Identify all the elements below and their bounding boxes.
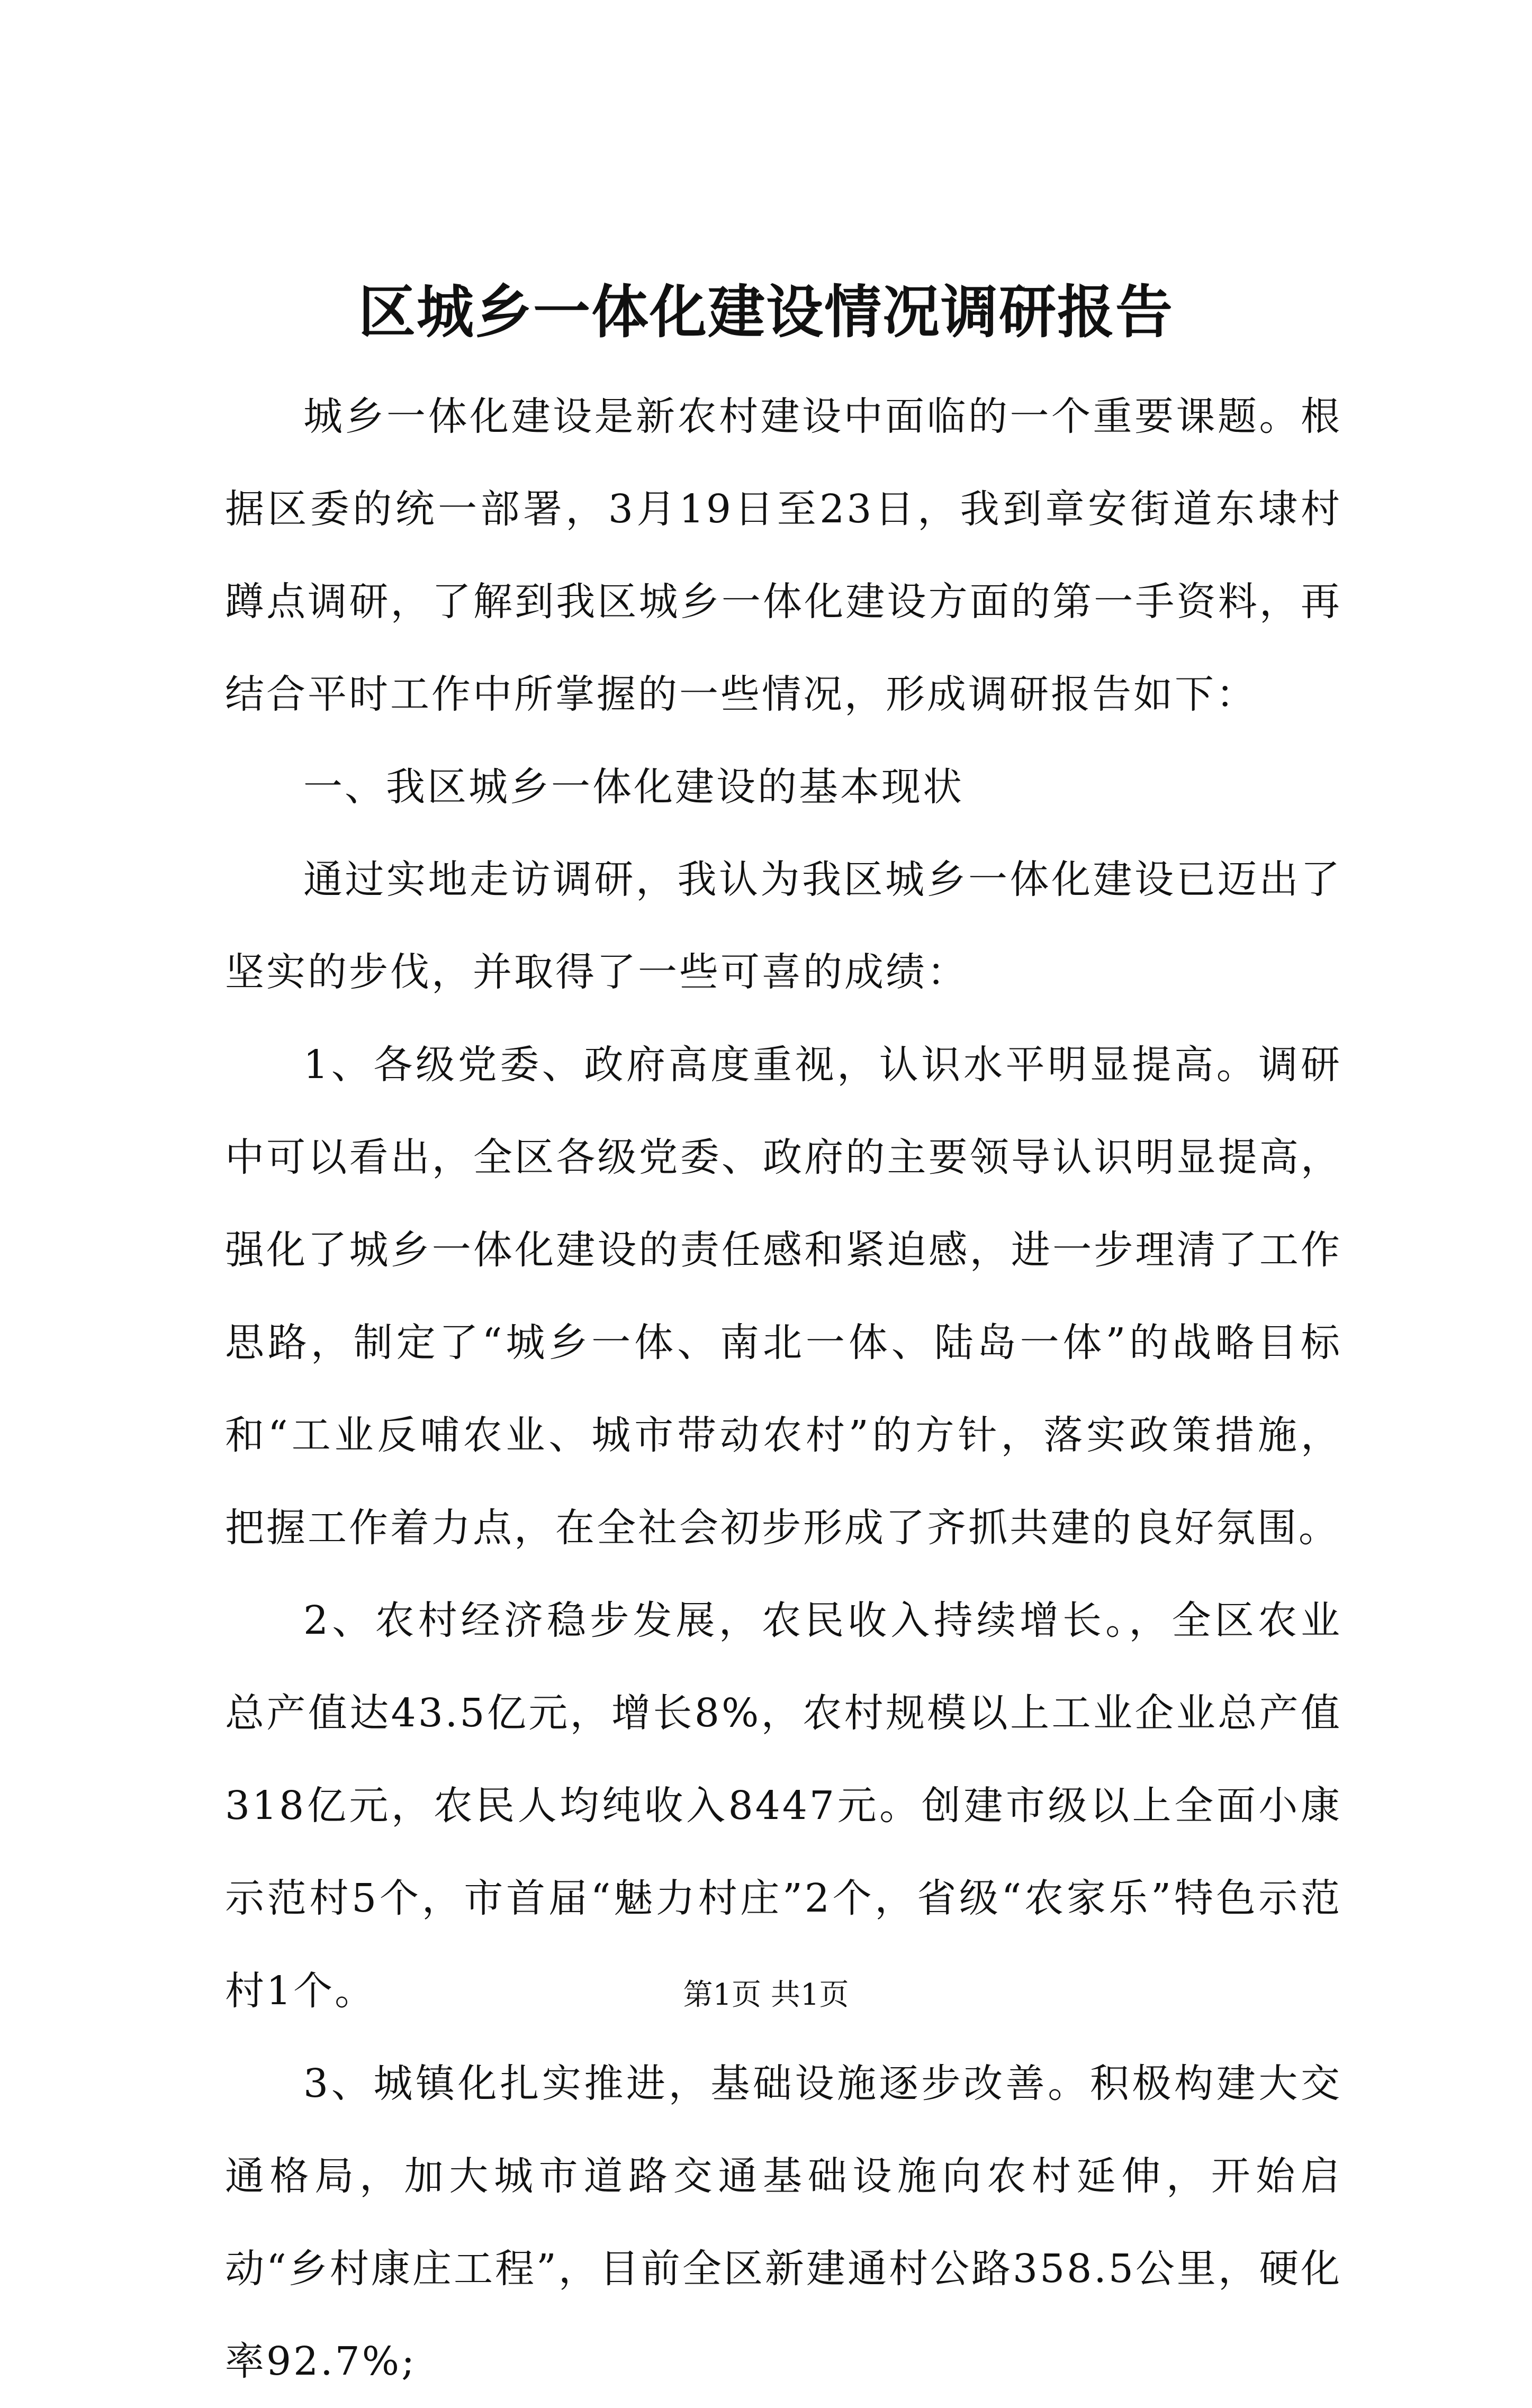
point-3-paragraph: 3、城镇化扎实推进，基础设施逐步改善。积极构建大交通格局，加大城市道路交通基础设施向农村延伸，开始启动“乡村康庄工程”，目前全区新建通村公路358.5公里，硬化率92.7%;: [225, 2061, 1342, 2384]
document-body: [225, 370, 1342, 2408]
intro-paragraph: 城乡一体化建设是新农村建设中面临的一个重要课题。根据区委的统一部署，3月19日至23日，我到章安街道东埭村蹲点调研，了解到我区城乡一体化建设方面的第一手资料，再结合平时工作中所掌握的一些情况，形成调研报告如下：: [225, 394, 1342, 717]
point-1-paragraph: 1、各级党委、政府高度重视，认识水平明显提高。调研中可以看出，全区各级党委、政府的主要领导认识明显提高，强化了城乡一体化建设的责任感和紧迫感，进一步理清了工作思路，制定了“城乡一体、南北一体、陆岛一体”的战略目标和“工业反哺农业、城市带动农村”的方针，落实政策措施，把握工作着力点，在全社会初步形成了齐抓共建的良好氛围。: [225, 1042, 1342, 1551]
document-title: 区城乡一体化建设情况调研报告: [358, 279, 1174, 346]
point-2-paragraph: 2、农村经济稳步发展，农民收入持续增长。，全区农业总产值达43.5亿元，增长8%，农村规模以上工业企业总产值318亿元，农民人均纯收入8447元。创建市级以上全面小康示范村5个，市首届“魅力村庄”2个，省级“农家乐”特色示范村1个。: [225, 1598, 1342, 2014]
page-footer: 第1页 共1页: [683, 1978, 849, 2012]
section-heading: 一、我区城乡一体化建设的基本现状: [303, 764, 964, 810]
section-intro-paragraph: 通过实地走访调研，我认为我区城乡一体化建设已迈出了坚实的步伐，并取得了一些可喜的成绩：: [225, 857, 1342, 995]
